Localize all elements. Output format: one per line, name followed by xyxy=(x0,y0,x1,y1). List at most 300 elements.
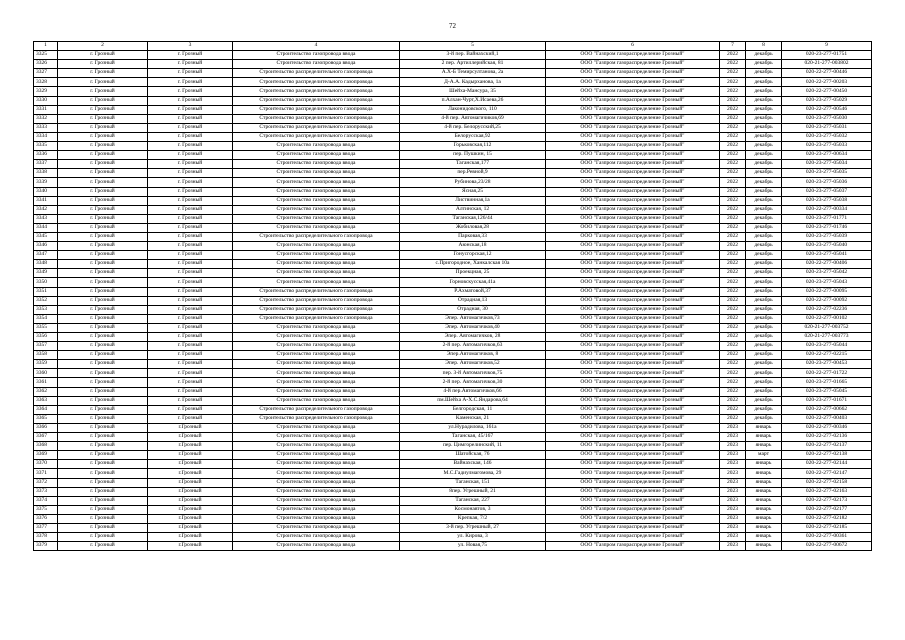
work-type-cell: Строительство газопровода ввода xyxy=(233,469,400,478)
year-cell: 2023 xyxy=(720,451,746,460)
table-row xyxy=(34,387,872,396)
work-type-cell: Строительство распределительного газопровода xyxy=(233,287,400,296)
address-cell: Эпер. Автомагичков,52 xyxy=(400,360,546,369)
page-number: 72 xyxy=(449,22,456,30)
row-number: 3358 xyxy=(34,351,58,360)
region-cell: г. Грозный xyxy=(58,196,148,205)
city-cell: г. Грозный xyxy=(148,160,233,169)
city-cell: г. Грозный xyxy=(148,278,233,287)
row-number: 3370 xyxy=(34,460,58,469)
table-row xyxy=(34,214,872,223)
region-cell: г. Грозный xyxy=(58,514,148,523)
city-cell: г. Грозный xyxy=(148,251,233,260)
month-cell: декабрь xyxy=(746,351,782,360)
month-cell: декабрь xyxy=(746,142,782,151)
address-cell: А.Х-Б Темирсултанова, 2а xyxy=(400,69,546,78)
region-cell: г. Грозный xyxy=(58,360,148,369)
work-type-cell: Строительство газопровода ввода xyxy=(233,505,400,514)
month-cell: декабрь xyxy=(746,242,782,251)
organization-cell: ООО "Газпром газораспределение Грозный" xyxy=(546,160,720,169)
year-cell: 2023 xyxy=(720,505,746,514)
code-cell: 020-23-277-05044 xyxy=(782,342,872,351)
row-number: 3338 xyxy=(34,169,58,178)
row-number: 3379 xyxy=(34,542,58,551)
table-row xyxy=(34,114,872,123)
city-cell: г. Грозный xyxy=(148,60,233,69)
work-type-cell: Строительство газопровода ввода xyxy=(233,369,400,378)
city-cell: г.Грозный xyxy=(148,478,233,487)
organization-cell: ООО "Газпром газораспределение Грозный" xyxy=(546,542,720,551)
organization-cell: ООО "Газпром газораспределение Грозный" xyxy=(546,533,720,542)
region-cell: г. Грозный xyxy=(58,114,148,123)
table-row xyxy=(34,342,872,351)
city-cell: г. Грозный xyxy=(148,132,233,141)
month-cell: январь xyxy=(746,469,782,478)
organization-cell: ООО "Газпром газораспределение Грозный" xyxy=(546,187,720,196)
city-cell: г.Грозный xyxy=(148,433,233,442)
organization-cell: ООО "Газпром газораспределение Грозный" xyxy=(546,169,720,178)
address-cell: Таганская, 151 xyxy=(400,478,546,487)
row-number: 3351 xyxy=(34,287,58,296)
city-cell: г. Грозный xyxy=(148,360,233,369)
city-cell: г. Грозный xyxy=(148,214,233,223)
table-row xyxy=(34,87,872,96)
year-cell: 2022 xyxy=(720,187,746,196)
table-row xyxy=(34,478,872,487)
address-cell: Таганская,177 xyxy=(400,160,546,169)
year-cell: 2022 xyxy=(720,387,746,396)
row-number: 3373 xyxy=(34,487,58,496)
work-type-cell: Строительство распределительного газопровода xyxy=(233,296,400,305)
organization-cell: ООО "Газпром газораспределение Грозный" xyxy=(546,342,720,351)
table-row xyxy=(34,105,872,114)
region-cell: г. Грозный xyxy=(58,433,148,442)
year-cell: 2022 xyxy=(720,360,746,369)
region-cell: г. Грозный xyxy=(58,269,148,278)
address-cell: Гонусгорская,12 xyxy=(400,251,546,260)
city-cell: г. Грозный xyxy=(148,69,233,78)
address-cell: Белорусская,92 xyxy=(400,132,546,141)
month-cell: январь xyxy=(746,514,782,523)
organization-cell: ООО "Газпром газораспределение Грозный" xyxy=(546,96,720,105)
address-cell: Листвинная,1а xyxy=(400,196,546,205)
row-number: 3361 xyxy=(34,378,58,387)
address-cell: Эпер. Автомагичков,73 xyxy=(400,314,546,323)
month-cell: декабрь xyxy=(746,114,782,123)
table-row xyxy=(34,351,872,360)
work-type-cell: Строительство газопровода ввода xyxy=(233,387,400,396)
year-cell: 2022 xyxy=(720,51,746,60)
organization-cell: ООО "Газпром газораспределение Грозный" xyxy=(546,205,720,214)
organization-cell: ООО "Газпром газораспределение Грозный" xyxy=(546,60,720,69)
column-number: 4 xyxy=(233,42,400,51)
month-cell: декабрь xyxy=(746,232,782,241)
organization-cell: ООО "Газпром газораспределение Грозный" xyxy=(546,378,720,387)
table-row xyxy=(34,169,872,178)
table-row xyxy=(34,260,872,269)
year-cell: 2023 xyxy=(720,469,746,478)
table-row xyxy=(34,487,872,496)
column-number: 1 xyxy=(34,42,58,51)
row-number: 3341 xyxy=(34,196,58,205)
city-cell: г.Грозный xyxy=(148,487,233,496)
year-cell: 2022 xyxy=(720,178,746,187)
city-cell: г.Грозный xyxy=(148,469,233,478)
year-cell: 2022 xyxy=(720,278,746,287)
month-cell: январь xyxy=(746,433,782,442)
city-cell: г.Грозный xyxy=(148,514,233,523)
region-cell: г. Грозный xyxy=(58,60,148,69)
work-type-cell: Строительство газопровода ввода xyxy=(233,323,400,332)
region-cell: г. Грозный xyxy=(58,296,148,305)
city-cell: г. Грозный xyxy=(148,260,233,269)
code-cell: 020-23-277-01771 xyxy=(782,214,872,223)
row-number: 3365 xyxy=(34,414,58,423)
code-cell: 020-22-277-02173 xyxy=(782,496,872,505)
row-number: 3364 xyxy=(34,405,58,414)
work-type-cell: Строительство газопровода ввода xyxy=(233,360,400,369)
row-number: 3349 xyxy=(34,269,58,278)
address-cell: с.Пригородное, Ханкалская 10а xyxy=(400,260,546,269)
row-number: 3353 xyxy=(34,305,58,314)
month-cell: декабрь xyxy=(746,278,782,287)
code-cell: 020-23-277-05038 xyxy=(782,196,872,205)
table-row xyxy=(34,469,872,478)
work-type-cell: Строительство газопровода ввода xyxy=(233,433,400,442)
month-cell: декабрь xyxy=(746,205,782,214)
region-cell: г. Грозный xyxy=(58,132,148,141)
organization-cell: ООО "Газпром газораспределение Грозный" xyxy=(546,487,720,496)
city-cell: г. Грозный xyxy=(148,314,233,323)
code-cell: 020-22-277-02138 xyxy=(782,451,872,460)
address-cell: Отрадная, 30 xyxy=(400,305,546,314)
code-cell: 020-22-277-02236 xyxy=(782,305,872,314)
table-row xyxy=(34,269,872,278)
month-cell: декабрь xyxy=(746,387,782,396)
organization-cell: ООО "Газпром газораспределение Грозный" xyxy=(546,305,720,314)
code-cell: 020-22-277-00102 xyxy=(782,314,872,323)
work-type-cell: Строительство газопровода ввода xyxy=(233,514,400,523)
address-cell: Таганская,126/44 xyxy=(400,214,546,223)
month-cell: декабрь xyxy=(746,223,782,232)
organization-cell: ООО "Газпром газораспределение Грозный" xyxy=(546,269,720,278)
organization-cell: ООО "Газпром газораспределение Грозный" xyxy=(546,142,720,151)
year-cell: 2022 xyxy=(720,196,746,205)
code-cell: 020-22-277-02144 xyxy=(782,460,872,469)
table-row xyxy=(34,496,872,505)
region-cell: г. Грозный xyxy=(58,214,148,223)
address-cell: 2 пер. Артиллерийская, 81 xyxy=(400,60,546,69)
code-cell: 020-23-277-05036 xyxy=(782,178,872,187)
table-row xyxy=(34,323,872,332)
region-cell: г. Грозный xyxy=(58,442,148,451)
year-cell: 2022 xyxy=(720,323,746,332)
code-cell: 020-23-277-05031 xyxy=(782,123,872,132)
month-cell: январь xyxy=(746,533,782,542)
organization-cell: ООО "Газпром газораспределение Грозный" xyxy=(546,242,720,251)
code-cell: 020-23-277-01746 xyxy=(782,223,872,232)
city-cell: г. Грозный xyxy=(148,269,233,278)
table-row xyxy=(34,232,872,241)
address-cell: Ясная,25 xyxy=(400,187,546,196)
year-cell: 2023 xyxy=(720,433,746,442)
city-cell: г. Грозный xyxy=(148,351,233,360)
year-cell: 2022 xyxy=(720,333,746,342)
month-cell: январь xyxy=(746,423,782,432)
work-type-cell: Строительство газопровода ввода xyxy=(233,178,400,187)
city-cell: г.Грозный xyxy=(148,460,233,469)
code-cell: 020-22-277-02137 xyxy=(782,442,872,451)
work-type-cell: Строительство распределительного газопровода xyxy=(233,78,400,87)
gas-pipeline-table xyxy=(33,41,872,551)
table-row xyxy=(34,442,872,451)
table-row xyxy=(34,533,872,542)
table-row xyxy=(34,296,872,305)
year-cell: 2022 xyxy=(720,123,746,132)
work-type-cell: Строительство распределительного газопровода xyxy=(233,69,400,78)
city-cell: г. Грозный xyxy=(148,287,233,296)
city-cell: г. Грозный xyxy=(148,223,233,232)
row-number: 3340 xyxy=(34,187,58,196)
month-cell: январь xyxy=(746,505,782,514)
code-cell: 020-23-277-01671 xyxy=(782,396,872,405)
work-type-cell: Строительство газопровода ввода xyxy=(233,342,400,351)
table-row xyxy=(34,314,872,323)
year-cell: 2022 xyxy=(720,60,746,69)
code-cell: 020-23-277-05043 xyxy=(782,278,872,287)
year-cell: 2023 xyxy=(720,496,746,505)
month-cell: декабрь xyxy=(746,314,782,323)
address-cell: 4-й пер. Белорусский,25 xyxy=(400,123,546,132)
organization-cell: ООО "Газпром газораспределение Грозный" xyxy=(546,214,720,223)
row-number: 3342 xyxy=(34,205,58,214)
row-number: 3335 xyxy=(34,142,58,151)
month-cell: декабрь xyxy=(746,87,782,96)
code-cell: 020-23-277-05040 xyxy=(782,242,872,251)
table-row xyxy=(34,396,872,405)
year-cell: 2022 xyxy=(720,414,746,423)
region-cell: г. Грозный xyxy=(58,305,148,314)
region-cell: г. Грозный xyxy=(58,378,148,387)
work-type-cell: Строительство газопровода ввода xyxy=(233,251,400,260)
year-cell: 2022 xyxy=(720,169,746,178)
year-cell: 2023 xyxy=(720,460,746,469)
city-cell: г. Грозный xyxy=(148,296,233,305)
column-number: 5 xyxy=(400,42,546,51)
code-cell: 020-22-277-00095 xyxy=(782,287,872,296)
organization-cell: ООО "Газпром газораспределение Грозный" xyxy=(546,132,720,141)
row-number: 3327 xyxy=(34,69,58,78)
table-row xyxy=(34,123,872,132)
address-cell: 8пер. Угрешный, 21 xyxy=(400,487,546,496)
year-cell: 2022 xyxy=(720,142,746,151)
code-cell: 020-23-277-05042 xyxy=(782,269,872,278)
work-type-cell: Строительство газопровода ввода xyxy=(233,442,400,451)
month-cell: декабрь xyxy=(746,305,782,314)
month-cell: январь xyxy=(746,542,782,551)
address-cell: Таганская, 45/167 xyxy=(400,433,546,442)
work-type-cell: Строительство газопровода ввода xyxy=(233,196,400,205)
work-type-cell: Строительство распределительного газопровода xyxy=(233,114,400,123)
region-cell: г. Грозный xyxy=(58,451,148,460)
row-number: 3366 xyxy=(34,423,58,432)
code-cell: 020-23-277-00634 xyxy=(782,151,872,160)
row-number: 3374 xyxy=(34,496,58,505)
address-cell: пер. Цимгорелинский, 11 xyxy=(400,442,546,451)
organization-cell: ООО "Газпром газораспределение Грозный" xyxy=(546,251,720,260)
row-number: 3372 xyxy=(34,478,58,487)
city-cell: г. Грозный xyxy=(148,178,233,187)
year-cell: 2023 xyxy=(720,523,746,532)
year-cell: 2022 xyxy=(720,396,746,405)
address-cell: Крепкая, 7/2 xyxy=(400,514,546,523)
month-cell: декабрь xyxy=(746,378,782,387)
address-cell: пер. 3-й Автомагичков,75 xyxy=(400,369,546,378)
region-cell: г. Грозный xyxy=(58,278,148,287)
year-cell: 2022 xyxy=(720,87,746,96)
table-row xyxy=(34,378,872,387)
region-cell: г. Грозный xyxy=(58,223,148,232)
column-number: 7 xyxy=(720,42,746,51)
table-row xyxy=(34,542,872,551)
year-cell: 2022 xyxy=(720,296,746,305)
city-cell: г.Грозный xyxy=(148,496,233,505)
address-cell: п.Алхан-Чурт,Х.Исаева,26 xyxy=(400,96,546,105)
address-cell: Космонавтов, 3 xyxy=(400,505,546,514)
address-cell: Д-А.А. Кадырханова, 1а xyxy=(400,78,546,87)
month-cell: декабрь xyxy=(746,196,782,205)
city-cell: г. Грозный xyxy=(148,205,233,214)
code-cell: 020-23-277-05035 xyxy=(782,169,872,178)
row-number: 3348 xyxy=(34,260,58,269)
address-cell: Шатойская, 76 xyxy=(400,451,546,460)
row-number: 3346 xyxy=(34,242,58,251)
year-cell: 2022 xyxy=(720,105,746,114)
work-type-cell: Строительство распределительного газопровода xyxy=(233,132,400,141)
row-number: 3354 xyxy=(34,314,58,323)
region-cell: г. Грозный xyxy=(58,387,148,396)
work-type-cell: Строительство газопровода ввода xyxy=(233,487,400,496)
organization-cell: ООО "Газпром газораспределение Грозный" xyxy=(546,69,720,78)
city-cell: г. Грозный xyxy=(148,242,233,251)
work-type-cell: Строительство газопровода ввода xyxy=(233,214,400,223)
code-cell: 020-23-277-05045 xyxy=(782,387,872,396)
city-cell: г. Грозный xyxy=(148,187,233,196)
month-cell: март xyxy=(746,451,782,460)
month-cell: декабрь xyxy=(746,342,782,351)
city-cell: г.Грозный xyxy=(148,451,233,460)
organization-cell: ООО "Газпром газораспределение Грозный" xyxy=(546,451,720,460)
year-cell: 2022 xyxy=(720,405,746,414)
city-cell: г. Грозный xyxy=(148,342,233,351)
address-cell: 2-й пер. Автомагичков,63 xyxy=(400,342,546,351)
address-cell: Проекцная, 25 xyxy=(400,269,546,278)
region-cell: г. Грозный xyxy=(58,69,148,78)
row-number: 3325 xyxy=(34,51,58,60)
organization-cell: ООО "Газпром газораспределение Грозный" xyxy=(546,433,720,442)
work-type-cell: Строительство распределительного газопровода xyxy=(233,314,400,323)
region-cell: г. Грозный xyxy=(58,414,148,423)
region-cell: г. Грозный xyxy=(58,96,148,105)
column-number-row xyxy=(34,42,872,51)
work-type-cell: Строительство газопровода ввода xyxy=(233,278,400,287)
work-type-cell: Строительство газопровода ввода xyxy=(233,451,400,460)
year-cell: 2022 xyxy=(720,242,746,251)
month-cell: декабрь xyxy=(746,333,782,342)
row-number: 3329 xyxy=(34,87,58,96)
work-type-cell: Строительство газопровода ввода xyxy=(233,269,400,278)
code-cell: 020-22-277-00450 xyxy=(782,87,872,96)
month-cell: декабрь xyxy=(746,69,782,78)
code-cell: 020-22-277-02163 xyxy=(782,487,872,496)
organization-cell: ООО "Газпром газораспределение Грозный" xyxy=(546,323,720,332)
city-cell: г. Грозный xyxy=(148,387,233,396)
city-cell: г. Грозный xyxy=(148,105,233,114)
code-cell: 020-23-277-00453 xyxy=(782,360,872,369)
city-cell: г. Грозный xyxy=(148,51,233,60)
code-cell: 020-23-277-05029 xyxy=(782,96,872,105)
table-row xyxy=(34,151,872,160)
organization-cell: ООО "Газпром газораспределение Грозный" xyxy=(546,360,720,369)
work-type-cell: Строительство распределительного газопровода xyxy=(233,305,400,314)
address-cell: Шейха-Мансура, 35 xyxy=(400,87,546,96)
organization-cell: ООО "Газпром газораспределение Грозный" xyxy=(546,514,720,523)
region-cell: г. Грозный xyxy=(58,242,148,251)
month-cell: декабрь xyxy=(746,323,782,332)
table-row xyxy=(34,460,872,469)
address-cell: пм.Шейха А-Х.С.Яндарова,64 xyxy=(400,396,546,405)
table-row xyxy=(34,405,872,414)
year-cell: 2022 xyxy=(720,114,746,123)
year-cell: 2022 xyxy=(720,351,746,360)
code-cell: 020-22-277-00092 xyxy=(782,296,872,305)
region-cell: г. Грозный xyxy=(58,87,148,96)
month-cell: декабрь xyxy=(746,178,782,187)
code-cell: 020-21-277-003752 xyxy=(782,323,872,332)
region-cell: г. Грозный xyxy=(58,314,148,323)
month-cell: декабрь xyxy=(746,187,782,196)
month-cell: декабрь xyxy=(746,132,782,141)
organization-cell: ООО "Газпром газораспределение Грозный" xyxy=(546,223,720,232)
work-type-cell: Строительство газопровода ввода xyxy=(233,423,400,432)
code-cell: 020-23-277-01751 xyxy=(782,51,872,60)
code-cell: 020-23-277-05033 xyxy=(782,142,872,151)
month-cell: декабрь xyxy=(746,96,782,105)
work-type-cell: Строительство газопровода ввода xyxy=(233,187,400,196)
month-cell: декабрь xyxy=(746,214,782,223)
region-cell: г. Грозный xyxy=(58,351,148,360)
month-cell: декабрь xyxy=(746,60,782,69)
year-cell: 2023 xyxy=(720,442,746,451)
address-cell: 3-й пер. Вайнахский,1 xyxy=(400,51,546,60)
table-row xyxy=(34,333,872,342)
table-row xyxy=(34,160,872,169)
work-type-cell: Строительство распределительного газопровода xyxy=(233,414,400,423)
code-cell: 020-22-277-00403 xyxy=(782,414,872,423)
organization-cell: ООО "Газпром газораспределение Грозный" xyxy=(546,105,720,114)
month-cell: декабрь xyxy=(746,51,782,60)
organization-cell: ООО "Газпром газораспределение Грозный" xyxy=(546,423,720,432)
table-row xyxy=(34,287,872,296)
address-cell: 2-й пер. Автомагичков,30 xyxy=(400,378,546,387)
year-cell: 2022 xyxy=(720,251,746,260)
month-cell: декабрь xyxy=(746,151,782,160)
city-cell: г. Грозный xyxy=(148,196,233,205)
month-cell: январь xyxy=(746,442,782,451)
work-type-cell: Строительство газопровода ввода xyxy=(233,396,400,405)
table-row xyxy=(34,60,872,69)
year-cell: 2022 xyxy=(720,305,746,314)
